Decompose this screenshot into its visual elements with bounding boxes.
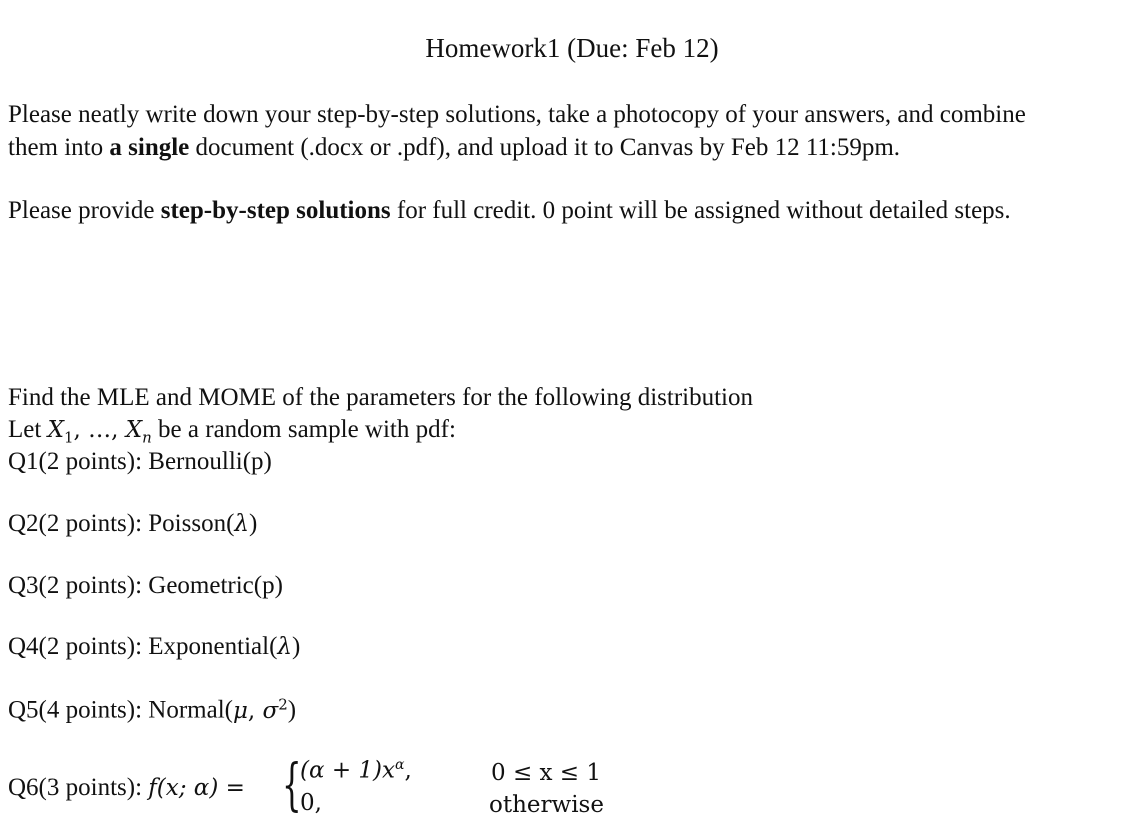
question-1: Q1(2 points): Bernoulli(p) xyxy=(8,448,272,475)
case-2-condition: otherwise xyxy=(489,792,604,818)
case-1-exponent: α xyxy=(394,757,405,773)
credit-text: for full credit. 0 point will be assigned without detailed steps. xyxy=(390,197,1011,224)
sigma-exponent: 2 xyxy=(278,695,288,713)
sample-sub1: 1 xyxy=(63,428,74,447)
instructions-text: them into xyxy=(8,134,110,161)
sigma-symbol: σ xyxy=(262,697,279,724)
question-label: Q5(4 points): Normal( xyxy=(8,696,233,724)
pdf-lhs: f(x; α) = xyxy=(148,775,245,801)
normal-params xyxy=(232,695,288,724)
question-5 xyxy=(8,695,296,726)
lambda-symbol: λ xyxy=(234,511,249,537)
instructions-bold-text: a single xyxy=(109,134,190,161)
credit-text: Please provide xyxy=(8,197,161,224)
case-1-comma: , xyxy=(404,757,412,784)
case-1-base: (α + 1)x xyxy=(300,757,395,784)
intro-text: Let xyxy=(8,416,48,443)
case-2-expression: 0, xyxy=(300,790,322,816)
question-label: Q2(2 points): Poisson( xyxy=(8,510,235,537)
intro-text: be a random sample with pdf: xyxy=(151,416,456,443)
close-paren: ) xyxy=(291,633,301,660)
sample-x1: X xyxy=(47,417,64,443)
page-title: Homework1 (Due: Feb 12) xyxy=(425,33,719,63)
lambda-symbol: λ xyxy=(277,634,292,660)
question-label: Q4(2 points): Exponential( xyxy=(8,633,278,660)
sample-subn: n xyxy=(142,428,152,447)
question-3: Q3(2 points): Geometric(p) xyxy=(8,572,283,599)
question-4 xyxy=(8,632,300,662)
sample-dots: , …, xyxy=(73,417,126,443)
instructions-line-1: Please neatly write down your step-by-step solutions, take a photocopy of your answers, and combine xyxy=(8,101,1026,128)
question-2 xyxy=(8,509,257,539)
problem-intro-line-2 xyxy=(8,415,456,447)
sample-xn: X xyxy=(125,417,143,443)
param-separator: , xyxy=(247,697,263,724)
mu-symbol: μ xyxy=(232,697,248,724)
instructions-text: document (.docx or .pdf), and upload it to Canvas by Feb 12 11:59pm. xyxy=(189,134,901,161)
piecewise-brace: { xyxy=(282,753,302,818)
instructions-line-2 xyxy=(8,133,900,163)
case-1-expression xyxy=(300,757,412,785)
question-6 xyxy=(8,773,245,803)
problem-intro-line-1: Find the MLE and MOME of the parameters for the following distribution xyxy=(8,384,754,411)
question-label: Q6(3 points): xyxy=(8,774,149,801)
close-paren: ) xyxy=(287,696,297,724)
close-paren: ) xyxy=(248,510,258,537)
sample-notation xyxy=(47,417,152,447)
case-1-condition: 0 ≤ x ≤ 1 xyxy=(491,760,602,786)
credit-bold-text: step-by-step solutions xyxy=(160,197,391,224)
credit-instructions xyxy=(8,196,1011,226)
